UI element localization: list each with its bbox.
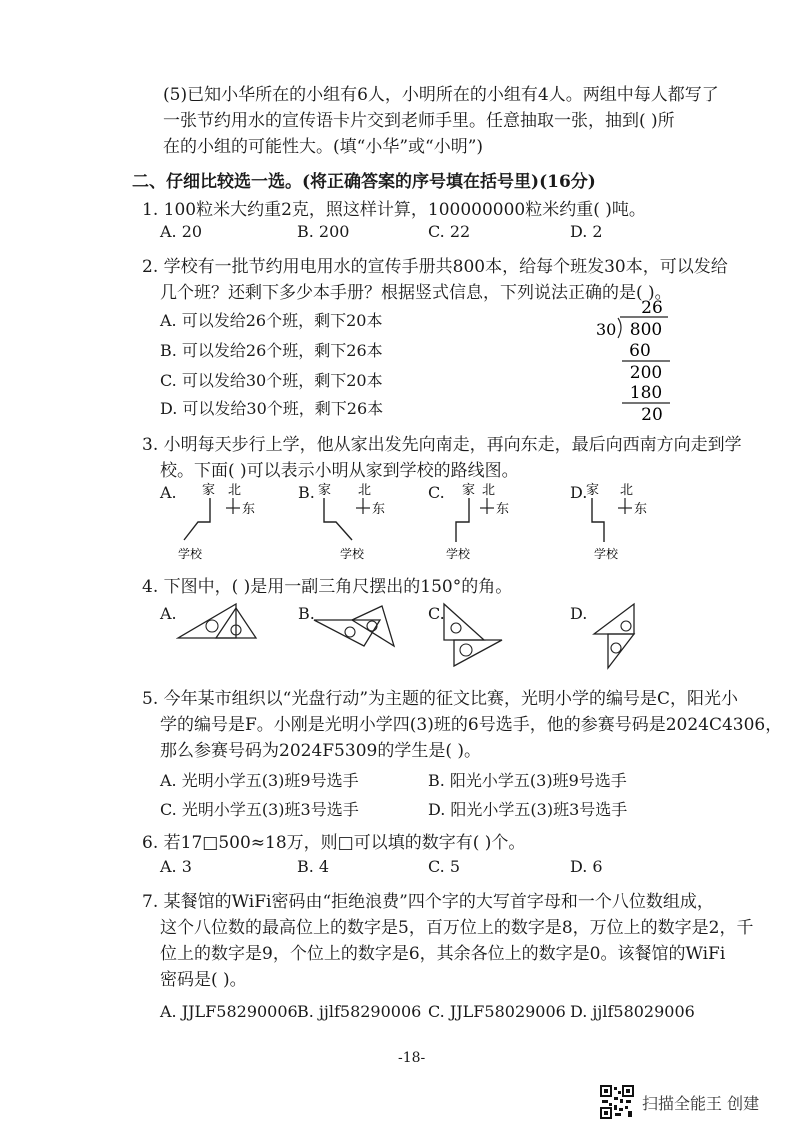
q5-stem-line-1: 5. 今年某市组织以“光盘行动”为主题的征文比赛，光明小学的编号是C，阳光小 (142, 689, 739, 709)
q2-option-a: A. 可以发给26个班，剩下20本 (160, 311, 383, 330)
division-step-3: 180 (629, 383, 663, 403)
q3-option-c-label: C. (428, 483, 445, 502)
q6-option-b: B. 4 (297, 857, 330, 876)
q5-stem-line-3: 那么参赛号码为2024F5309的学生是( )。 (160, 741, 481, 761)
school-label: 学校 (340, 547, 365, 561)
school-label: 学校 (178, 547, 203, 561)
school-label: 学校 (594, 547, 619, 561)
section-title: 二、仔细比较选一选。(将正确答案的序号填在括号里)(16分) (132, 172, 596, 192)
q1-option-b: B. 200 (297, 222, 350, 241)
q2-stem-line-2: 几个班？还剩下多少本手册？根据竖式信息，下列说法正确的是( )。 (160, 283, 672, 303)
prev-question-line-3: 在的小组的可能性大。(填“小华”或“小明”) (163, 137, 484, 157)
q7-option-a: A. JJLF58290006 (160, 1002, 298, 1021)
q2-option-c: C. 可以发给30个班，剩下20本 (160, 371, 383, 390)
q1-stem: 1. 100粒米大约重2克，照这样计算，100000000粒米约重( )吨。 (142, 200, 646, 220)
q4-stem: 4. 下图中，( )是用一副三角尺摆出的150°的角。 (142, 577, 513, 597)
long-division (590, 296, 680, 426)
q4-option-a-label: A. (160, 604, 177, 623)
prev-question-line-1: (5)已知小华所在的小组有6人，小明所在的小组有4人。两组中每人都写了 (163, 85, 719, 105)
q6-option-c: C. 5 (428, 857, 461, 876)
q7-option-d: D. jjlf58029006 (570, 1002, 695, 1021)
q5-stem-line-2: 学的编号是F。小刚是光明小学四(3)班的6号选手，他的参赛号码是2024C4306， (160, 715, 783, 735)
division-step-2: 200 (629, 363, 663, 383)
q7-stem-line-1: 7. 某餐馆的WiFi密码由“拒绝浪费”四个字的大写首字母和一个八位数组成， (142, 892, 714, 912)
q3-stem-line-1: 3. 小明每天步行上学，他从家出发先向南走，再向东走，最后向西南方向走到学 (142, 435, 742, 455)
east-label: 东 (242, 502, 256, 517)
q5-option-b: B. 阳光小学五(3)班9号选手 (428, 771, 627, 790)
north-label: 北 (620, 483, 634, 498)
school-label: 学校 (446, 547, 471, 561)
qr-code-icon (600, 1085, 634, 1119)
q7-stem-line-2: 这个八位数的最高位上的数字是5，百万位上的数字是8，万位上的数字是2，千 (160, 918, 754, 938)
east-label: 东 (372, 502, 386, 517)
route-line (324, 498, 352, 540)
route-line (592, 498, 604, 542)
prev-question-line-2: 一张节约用水的宣传语卡片交到老师手里。任意抽取一张，抽到( )所 (163, 111, 675, 131)
q3-route-map-b (308, 478, 418, 563)
q3-route-map-d (580, 478, 690, 563)
division-quotient: 26 (641, 298, 663, 318)
division-step-1: 60 (629, 341, 651, 361)
home-label: 家 (318, 483, 332, 498)
route-line (456, 498, 469, 542)
q4-triangles-b (310, 604, 405, 654)
division-dividend: 800 (629, 320, 663, 340)
q3-option-a-label: A. (160, 483, 177, 502)
north-label: 北 (482, 483, 496, 498)
home-label: 家 (586, 483, 600, 498)
q2-option-d: D. 可以发给30个班，剩下26本 (160, 399, 384, 418)
watermark-text: 扫描全能王 创建 (642, 1094, 760, 1113)
division-remainder: 20 (641, 405, 663, 425)
q3-route-map-a (170, 478, 280, 563)
q2-stem-line-1: 2. 学校有一批节约用电用水的宣传手册共800本，给每个班发30本，可以发给 (142, 257, 728, 277)
north-label: 北 (228, 483, 242, 498)
q4-triangles-c (440, 600, 510, 670)
q7-option-b: B. jjlf58290006 (297, 1002, 422, 1021)
q7-option-c: C. JJLF58029006 (428, 1002, 566, 1021)
q7-stem-line-3: 位上的数字是9，个位上的数字是6，其余各位上的数字是0。该餐馆的WiFi (160, 944, 726, 964)
q3-stem-line-2: 校。下面( )可以表示小明从家到学校的路线图。 (160, 461, 519, 481)
q4-option-d-label: D. (570, 604, 588, 623)
north-label: 北 (358, 483, 372, 498)
east-label: 东 (634, 502, 648, 517)
east-label: 东 (496, 502, 510, 517)
q5-option-a: A. 光明小学五(3)班9号选手 (160, 771, 359, 790)
route-line (184, 498, 210, 540)
division-divisor: 30 (596, 320, 617, 339)
q1-option-d: D. 2 (570, 222, 603, 241)
q2-option-b: B. 可以发给26个班，剩下26本 (160, 341, 383, 360)
q1-option-a: A. 20 (160, 222, 203, 241)
q6-option-d: D. 6 (570, 857, 603, 876)
home-label: 家 (462, 483, 476, 498)
q5-option-d: D. 阳光小学五(3)班3号选手 (428, 800, 628, 819)
home-label: 家 (202, 483, 216, 498)
q3-route-map-c (438, 478, 548, 563)
q4-triangles-a (176, 598, 266, 650)
q4-option-b-label: B. (298, 604, 315, 623)
q1-option-c: C. 22 (428, 222, 471, 241)
q3-option-d-label: D. (570, 483, 588, 502)
q4-triangles-d (590, 600, 660, 670)
page-number: -18- (398, 1050, 426, 1066)
q6-option-a: A. 3 (160, 857, 192, 876)
q4-option-c-label: C. (428, 604, 445, 623)
q5-option-c: C. 光明小学五(3)班3号选手 (160, 800, 359, 819)
q3-option-b-label: B. (298, 483, 315, 502)
q7-stem-line-4: 密码是( )。 (160, 970, 247, 990)
q6-stem: 6. 若17□500≈18万，则□可以填的数字有( )个。 (142, 833, 526, 853)
